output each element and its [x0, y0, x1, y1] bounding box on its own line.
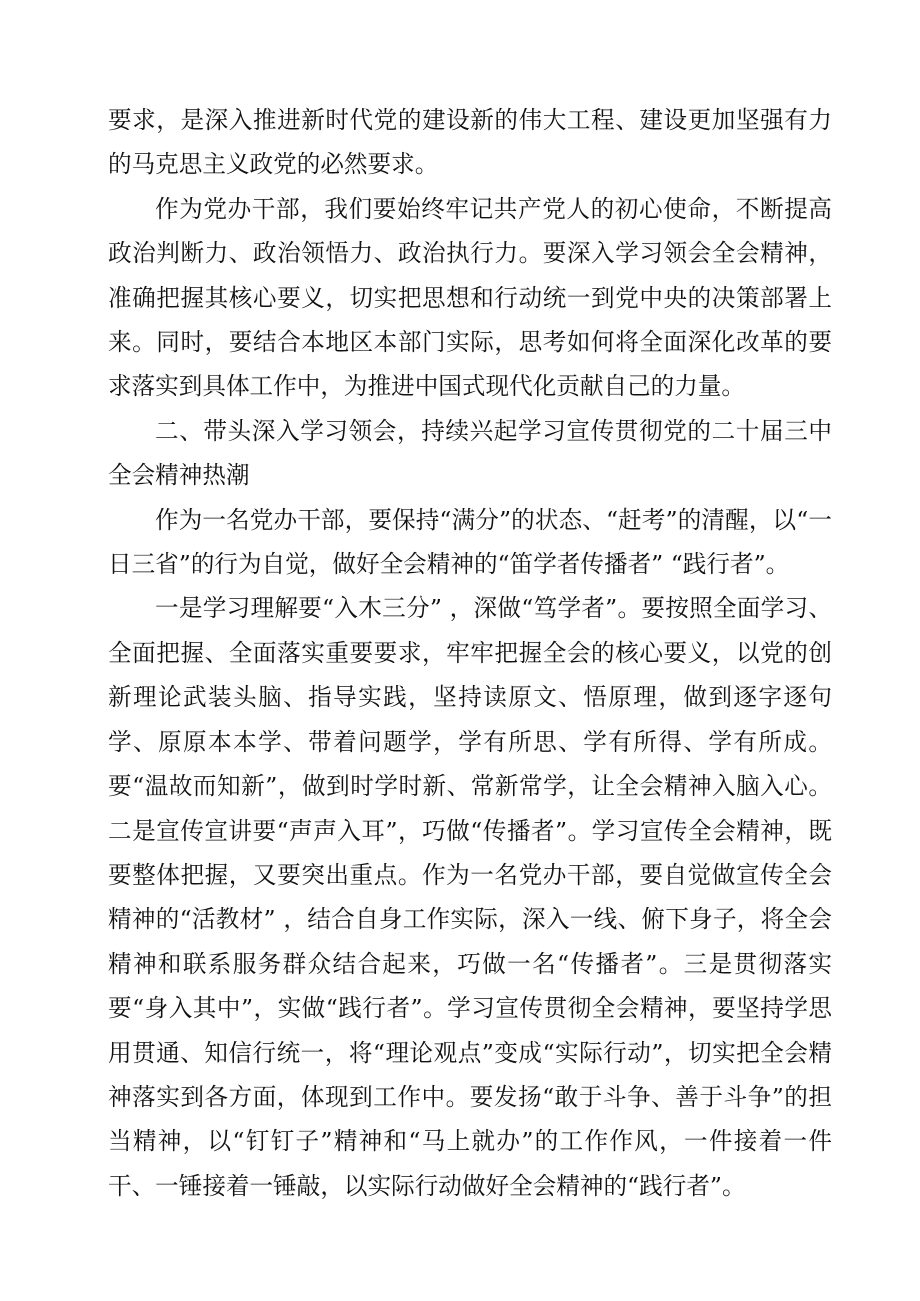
paragraph-party-cadre-duty: 作为党办干部，我们要始终牢记共产党人的初心使命，不断提高政治判断力、政治领悟力、政治执行力。要深入学习领会全会精神，准确把握其核心要义，切实把思想和行动统一到党中央的决策部署上来。同时，要结合本地区本部门实际，思考如何将全面深化改革的要求落实到具体工作中，为推进中国式现代化贡献自己的力量。 [108, 194, 832, 401]
paragraph-party-cadre-attitude: 作为一名党办干部，要保持“满分”的状态、“赶考”的清醒，以“一日三省”的行为自觉，做好全会精神的“笛学者传播者” “践行者”。 [108, 505, 832, 579]
paragraph-three-points: 一是学习理解要“入木三分” ，深做“笃学者”。要按照全面学习、全面把握、全面落实重要要求，牢牢把握全会的核心要义，以党的创新理论武装头脑、指导实践，坚持读原文、悟原理，做到逐字逐句学、原原本本学、带着问题学，学有所思、学有所得、学有所成。要“温故而知新”，做到时学时新、常新常学，让全会精神入脑入心。二是宣传宣讲要“声声入耳”，巧做“传播者”。学习宣传全会精神，既要整体把握，又要突出重点。作为一名党办干部，要自觉做宣传全会精神的“活教材” ，结合自身工作实际，深入一线、俯下身子，将全会精神和联系服务群众结合起来，巧做一名“传播者”。三是贯彻落实要“身入其中”，实做“践行者”。学习宣传贯彻全会精神，要坚持学思用贯通、知信行统一，将“理论观点”变成“实际行动”，切实把全会精神落实到各方面，体现到工作中。要发扬“敢于斗争、善于斗争”的担当精神，以“钉钉子”精神和“马上就办”的工作作风，一件接着一件干、一锤接着一锤敲，以实际行动做好全会精神的“践行者”。 [108, 594, 832, 1200]
paragraph-continuation: 要求，是深入推进新时代党的建设新的伟大工程、建设更加坚强有力的马克思主义政党的必然要求。 [108, 106, 832, 179]
section-heading-two: 二、带头深入学习领会，持续兴起学习宣传贯彻党的二十届三中全会精神热潮 [108, 416, 832, 490]
document-body [108, 98, 832, 1208]
